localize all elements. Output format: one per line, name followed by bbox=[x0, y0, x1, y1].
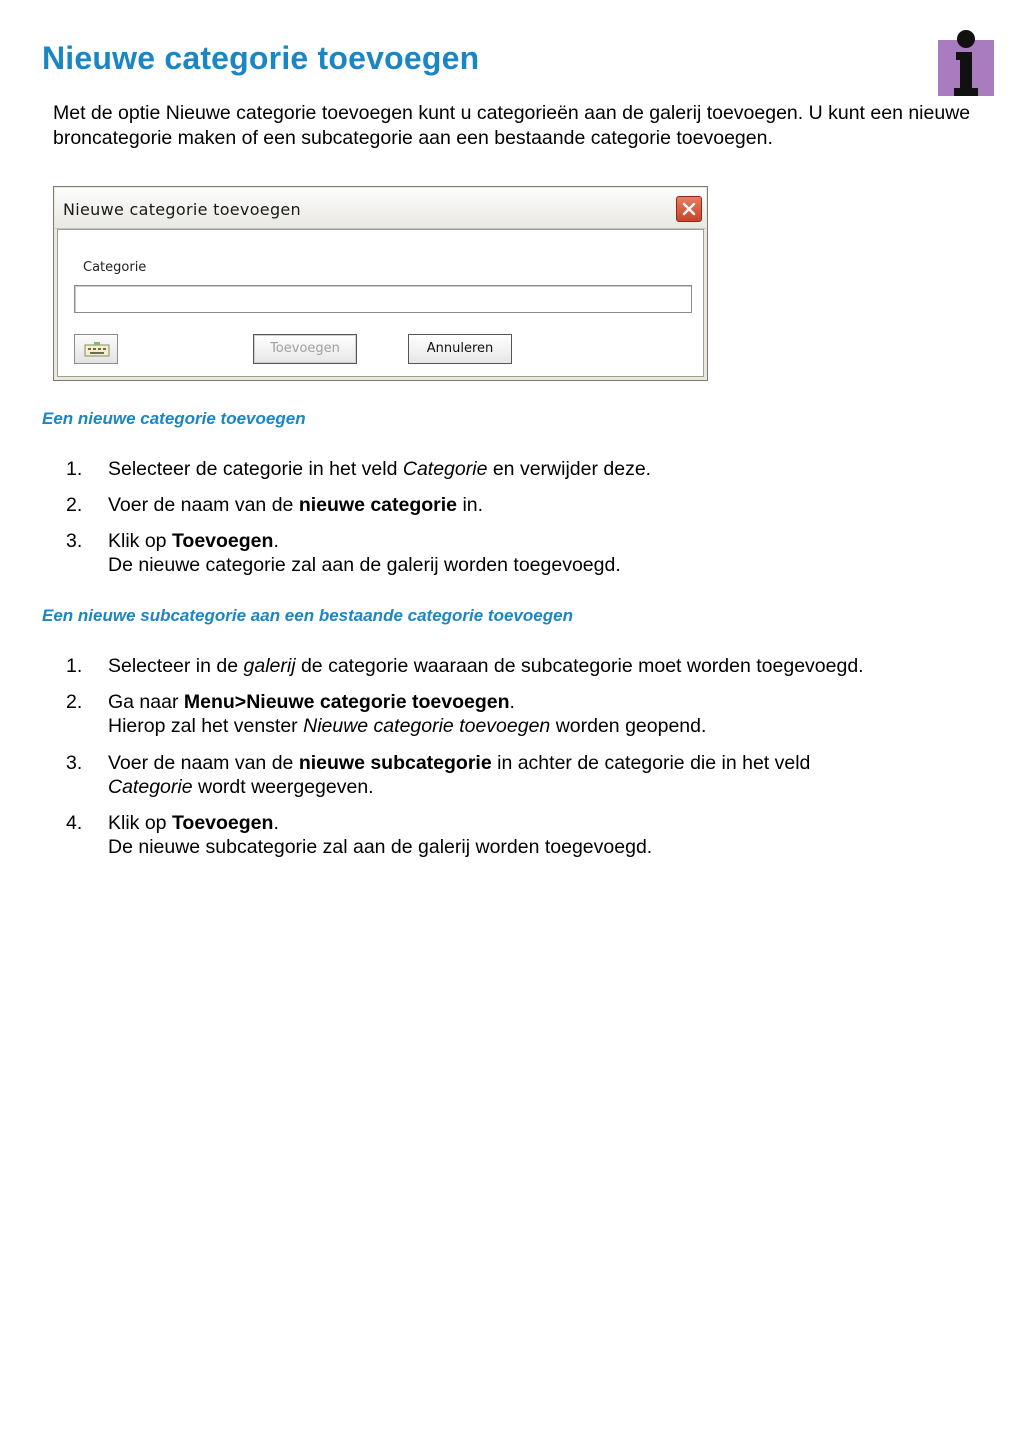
cancel-button[interactable]: Annuleren bbox=[408, 334, 512, 364]
step-number: 3. bbox=[66, 530, 83, 552]
info-icon bbox=[938, 30, 994, 96]
step-number: 2. bbox=[66, 494, 83, 516]
step-number: 1. bbox=[66, 458, 83, 480]
step-number: 3. bbox=[66, 752, 83, 774]
step-number: 2. bbox=[66, 691, 83, 713]
dialog-body bbox=[57, 229, 704, 377]
keyboard-icon bbox=[84, 342, 110, 358]
section-heading-new-subcategory: Een nieuwe subcategorie aan een bestaande categorie toevoegen bbox=[42, 606, 573, 625]
keyboard-button[interactable] bbox=[74, 334, 118, 364]
step-text: Klik op Toevoegen. De nieuwe subcategorie zal aan de galerij worden toegevoegd. bbox=[108, 812, 653, 858]
add-button[interactable]: Toevoegen bbox=[253, 334, 357, 364]
section-heading-new-category: Een nieuwe categorie toevoegen bbox=[42, 409, 306, 428]
category-label: Categorie bbox=[83, 260, 147, 275]
category-input[interactable] bbox=[74, 285, 692, 313]
dialog-titlebar bbox=[55, 188, 706, 229]
intro-text: Met de optie Nieuwe categorie toevoegen kunt u categorieën aan de galerij toevoegen. U kunt een nieuwe broncategorie maken of een subcategorie aan een bestaande categorie toevoegen. bbox=[53, 102, 971, 149]
step-text: Voer de naam van de nieuwe subcategorie in achter de categorie die in het veld Categorie wordt weergegeven. bbox=[108, 752, 811, 798]
close-button[interactable] bbox=[676, 196, 702, 222]
step-text: Ga naar Menu>Nieuwe categorie toevoegen. Hierop zal het venster Nieuwe categorie toevoegen worden geopend. bbox=[108, 691, 707, 737]
step-number: 1. bbox=[66, 655, 83, 677]
step-text: Selecteer in de galerij de categorie waaraan de subcategorie moet worden toegevoegd. bbox=[108, 655, 864, 677]
page-title: Nieuwe categorie toevoegen bbox=[42, 40, 480, 76]
close-icon bbox=[681, 201, 697, 217]
dialog-screenshot bbox=[53, 186, 708, 381]
step-text: Voer de naam van de nieuwe categorie in. bbox=[108, 494, 484, 516]
dialog-title: Nieuwe categorie toevoegen bbox=[63, 200, 301, 219]
step-text: Selecteer de categorie in het veld Categorie en verwijder deze. bbox=[108, 458, 652, 480]
step-number: 4. bbox=[66, 812, 83, 834]
step-text: Klik op Toevoegen. De nieuwe categorie zal aan de galerij worden toegevoegd. bbox=[108, 530, 621, 576]
